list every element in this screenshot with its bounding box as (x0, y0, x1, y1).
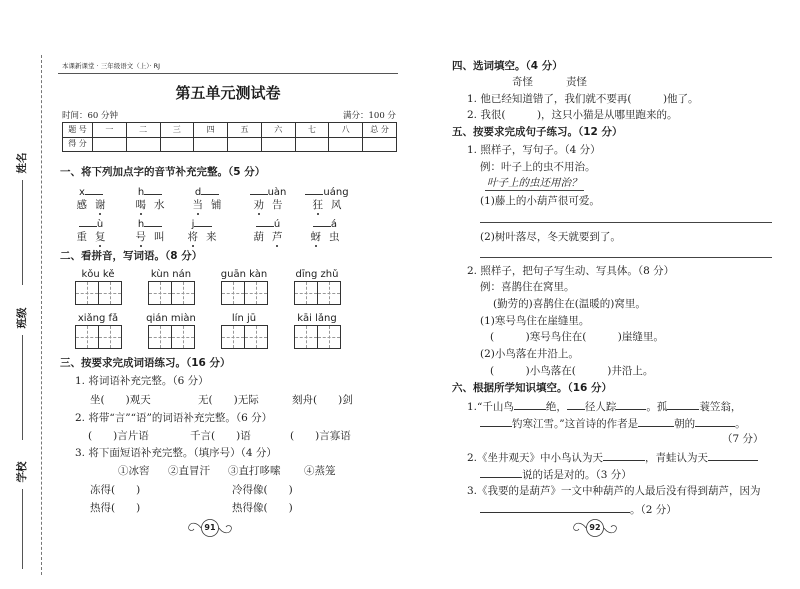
text-segment: 绝， (545, 401, 567, 413)
pinyin-blank[interactable] (85, 184, 103, 195)
q1-item (175, 216, 229, 243)
fill-blank[interactable] (480, 502, 630, 513)
q3-sub1-prompt: 1. 将词语补充完整。（6 分） (75, 375, 209, 387)
score-table-col: 总 分 (363, 123, 397, 138)
dotted-char: 将 (187, 231, 198, 243)
text-segment: 。孤 (646, 401, 668, 413)
pinyin-prefix: h (137, 187, 145, 198)
fill-blank[interactable] (695, 416, 735, 427)
q5-sub2-item: (2)小鸟落在井沿上。 (480, 348, 579, 360)
word-choice: 责怪 (566, 76, 587, 88)
fill-blank[interactable] (708, 450, 758, 461)
idiom-fill-item[interactable]: 千言( )语 (190, 430, 251, 442)
q1-pinyin (180, 184, 234, 199)
q1-pinyin (300, 184, 354, 199)
word-char: 水 (154, 199, 165, 211)
q5-sub1-prompt: 1. 照样子，写句子。（4 分） (467, 144, 601, 156)
idiom-fill-item[interactable]: 刻舟( )剑 (292, 394, 353, 406)
writing-grid[interactable] (294, 325, 341, 349)
header-rule (58, 73, 398, 74)
option-item: ②直冒汗 (168, 465, 210, 477)
q6-heading: 六、根据所学知识填空。（16 分） (452, 382, 613, 394)
q5-sub1-example: 例：叶子上的虫不用治。 (480, 161, 596, 173)
q6-item2-line1 (467, 450, 758, 464)
q2-heading: 二、看拼音，写词语。（8 分） (60, 250, 203, 262)
full-score: 满分：100 分 (343, 111, 396, 121)
score-table (62, 122, 397, 152)
score-cell[interactable] (295, 137, 329, 152)
q5-sub2-prompt: 2. 照样子，把句子写生动、写具体。（8 分） (467, 265, 675, 277)
grid-cell[interactable] (221, 325, 245, 349)
text-segment: 钓寒江雪。”这首诗的作者是 (512, 418, 639, 430)
word-char: 告 (272, 199, 283, 211)
score-table-col: 二 (126, 123, 160, 138)
grid-cell[interactable] (99, 325, 123, 349)
idiom-fill-item[interactable]: 坐( )观天 (90, 394, 151, 406)
phrase-fill-item[interactable]: 冻得( ) (90, 484, 141, 496)
score-table-col: 八 (329, 123, 363, 138)
q1-item (300, 184, 354, 211)
text-segment: 径人踪 (584, 401, 617, 413)
grid-cell[interactable] (221, 281, 245, 305)
text-segment: ，青蛙认为天 (645, 452, 709, 464)
word-char: 铺 (211, 199, 222, 211)
text-segment: 朝的 (674, 418, 696, 430)
q5-sub2-example: 例：喜鹊住在窝里。 (480, 281, 575, 293)
pinyin-blank[interactable] (144, 184, 162, 195)
q1-word (241, 199, 295, 211)
example-answer-text: 叶子上的虫还用治？ (487, 177, 582, 189)
word-char: 葫 (253, 231, 264, 243)
q6-item2-line2 (480, 467, 632, 481)
phrase-fill-item[interactable]: 冷得像( ) (232, 484, 293, 496)
q1-pinyin (175, 216, 229, 231)
dotted-char: 蚜 (310, 231, 321, 243)
q2-pinyin: kāi lǎng (297, 313, 337, 324)
writing-grid[interactable] (148, 281, 195, 305)
option-item: ④蒸笼 (304, 465, 336, 477)
q1-word (123, 231, 177, 243)
score-cell[interactable] (329, 137, 363, 152)
grid-cell[interactable] (75, 281, 99, 305)
writing-grid[interactable] (75, 325, 122, 349)
q5-sub2-fill[interactable]: ( )小鸟落在( )井沿上。 (490, 365, 654, 377)
q1-item (180, 184, 234, 211)
q1-pinyin (241, 216, 295, 231)
text-segment: 蓑笠翁， (699, 401, 742, 413)
writing-grid[interactable] (148, 325, 195, 349)
q4-sentence[interactable]: 2. 我很( )，这只小猫是从哪里跑来的。 (467, 109, 678, 121)
fill-blank[interactable] (638, 416, 674, 427)
q5-sub2-item: (1)寒号鸟住在崖缝里。 (480, 315, 590, 327)
q2-pinyin: qián miàn (146, 313, 196, 324)
score-table-col: 一 (93, 123, 127, 138)
text-segment: 。 (735, 418, 746, 430)
writing-grid[interactable] (75, 281, 122, 305)
pinyin-suffix: ú (273, 219, 281, 230)
dotted-char: 狂 (312, 199, 323, 211)
score-cell[interactable] (261, 137, 295, 152)
text-segment: 1.“千山鸟 (467, 401, 514, 413)
q5-sub1-item: (1)藤上的小葫芦很可爱。 (480, 195, 600, 207)
score-table-row-label: 得 分 (63, 137, 93, 152)
q5-sub2-example-answer: (勤劳的)喜鹊住在(温暖的)窝里。 (493, 298, 646, 310)
pinyin-blank[interactable] (194, 216, 212, 227)
phrase-fill-item[interactable]: 热得( ) (90, 502, 141, 514)
pinyin-blank[interactable] (201, 184, 219, 195)
grid-cell[interactable] (148, 281, 172, 305)
q1-pinyin (123, 184, 177, 199)
word-char: 重 (76, 231, 87, 243)
grid-cell[interactable] (172, 281, 196, 305)
pinyin-prefix: d (194, 187, 202, 198)
score-table-col: 七 (295, 123, 329, 138)
dotted-char: 喝 (135, 199, 146, 211)
pinyin-blank[interactable] (144, 216, 162, 227)
word-char: 感 (76, 199, 87, 211)
fill-blank[interactable] (480, 467, 522, 478)
dotted-char: 谢 (95, 199, 106, 211)
dotted-char: 复 (95, 231, 106, 243)
q3-sub2-prompt: 2. 将带“言”“语”的词语补充完整。（6 分） (75, 412, 273, 424)
phrase-fill-item[interactable]: 热得像( ) (232, 502, 293, 514)
name-label: 姓名 (16, 152, 28, 174)
q1-word (180, 199, 234, 211)
option-item: ①冰窖 (118, 465, 150, 477)
q1-pinyin (241, 184, 295, 199)
answer-line[interactable] (480, 257, 772, 258)
grid-cell[interactable] (99, 281, 123, 305)
score-table-score-row (63, 137, 397, 152)
q3-sub3-prompt: 3. 将下面短语补充完整。（填序号）（4 分） (75, 447, 277, 459)
q6-item1-score: （7 分） (722, 433, 764, 445)
q1-pinyin (64, 184, 118, 199)
fill-blank[interactable] (616, 399, 646, 410)
idiom-fill-item[interactable]: ( )言片语 (88, 430, 149, 442)
q1-item (241, 216, 295, 243)
pinyin-prefix: h (137, 219, 145, 230)
q1-item (241, 184, 295, 211)
q1-word (175, 231, 229, 243)
q2-pinyin: dīng zhǔ (295, 269, 339, 280)
pinyin-prefix: x (79, 187, 85, 198)
q6-item1-line1 (467, 399, 741, 413)
grid-cell[interactable] (148, 325, 172, 349)
score-table-col: 四 (194, 123, 228, 138)
pinyin-blank[interactable] (79, 216, 97, 227)
fill-blank[interactable] (603, 450, 645, 461)
score-table-col: 五 (228, 123, 262, 138)
q5-sub1-example-answer (485, 177, 584, 189)
word-char: 虫 (329, 231, 340, 243)
q5-sub2-fill[interactable]: ( )寒号鸟住在( )崖缝里。 (490, 331, 664, 343)
pinyin-prefix: j (191, 219, 195, 230)
pinyin-suffix: uàn (267, 187, 287, 198)
q2-pinyin: kǒu kě (81, 269, 115, 280)
word-choice: 奇怪 (512, 76, 533, 88)
fill-blank[interactable] (667, 399, 699, 410)
q2-pinyin: kùn nán (150, 269, 192, 280)
page-title: 第五单元测试卷 (175, 84, 281, 102)
page-number-text: 92 (589, 523, 601, 532)
q2-pinyin: xiǎng fǎ (77, 313, 119, 324)
q5-heading: 五、按要求完成句子练习。（12 分） (452, 126, 623, 138)
q4-sentence[interactable]: 1. 他已经知道错了，我们就不要再( )他了。 (467, 93, 699, 105)
answer-line[interactable] (480, 222, 772, 223)
grid-cell[interactable] (318, 325, 342, 349)
q1-item (64, 184, 118, 211)
score-cell[interactable] (194, 137, 228, 152)
school-label: 学校 (16, 461, 28, 483)
writing-grid[interactable] (221, 325, 268, 349)
q1-item (123, 184, 177, 211)
score-table-col: 三 (160, 123, 194, 138)
q2-pinyin: lín jū (231, 313, 257, 324)
q1-item (298, 216, 352, 243)
dotted-char: 劝 (253, 199, 264, 211)
binding-dashed-line (41, 55, 42, 575)
score-table-col: 六 (261, 123, 295, 138)
idiom-fill-item[interactable]: ( )言寡语 (290, 430, 351, 442)
school-write-line[interactable] (22, 489, 23, 569)
pinyin-suffix: á (330, 219, 338, 230)
q5-sub1-item: (2)树叶落尽，冬天就要到了。 (480, 231, 621, 243)
q1-pinyin (64, 216, 118, 231)
page-number-left (182, 517, 238, 539)
page-number-right (567, 517, 623, 539)
q1-heading: 一、将下列加点字的音节补充完整。（5 分） (60, 166, 266, 178)
score-cell[interactable] (228, 137, 262, 152)
q1-word (64, 199, 118, 211)
class-label: 班级 (16, 307, 28, 329)
q1-word (300, 199, 354, 211)
q6-item3-line1: 3.《我要的是葫芦》一文中种葫芦的人最后没有得到葫芦，因为 (467, 485, 761, 497)
option-item: ③直打哆嗦 (228, 465, 281, 477)
word-char: 来 (206, 231, 217, 243)
text-segment: 。（2 分） (630, 504, 677, 516)
q1-word (298, 231, 352, 243)
pinyin-blank[interactable] (250, 184, 268, 195)
writing-grid[interactable] (294, 281, 341, 305)
fill-blank[interactable] (480, 416, 512, 427)
score-table-row-label: 题 号 (63, 123, 93, 138)
fill-blank[interactable] (567, 399, 585, 410)
q1-item (123, 216, 177, 243)
idiom-fill-item[interactable]: 无( )无际 (198, 394, 259, 406)
grid-cell[interactable] (294, 281, 318, 305)
score-table-header-row (63, 123, 397, 138)
score-cell[interactable] (93, 137, 127, 152)
dotted-char: 号 (135, 231, 146, 243)
q1-item (64, 216, 118, 243)
q1-pinyin (123, 216, 177, 231)
dotted-char: 当 (192, 199, 203, 211)
q1-word (123, 199, 177, 211)
q6-item1-line2 (480, 416, 746, 430)
word-char: 叫 (154, 231, 165, 243)
grid-cell[interactable] (245, 281, 269, 305)
q6-item3-line2 (480, 502, 677, 516)
q1-pinyin (298, 216, 352, 231)
pinyin-suffix: ù (96, 219, 104, 230)
score-cell[interactable] (160, 137, 194, 152)
grid-cell[interactable] (318, 281, 342, 305)
series-title: 本课新课堂 · 三年级语文（上）· RJ (62, 62, 161, 70)
grid-cell[interactable] (294, 325, 318, 349)
text-segment: 2.《坐井观天》中小鸟认为天 (467, 452, 604, 464)
pinyin-blank[interactable] (313, 216, 331, 227)
pinyin-blank[interactable] (305, 184, 323, 195)
name-write-line[interactable] (22, 180, 23, 285)
q3-heading: 三、按要求完成词语练习。（16 分） (60, 357, 231, 369)
text-segment: 说的话是对的。（3 分） (522, 469, 632, 481)
writing-grid[interactable] (221, 281, 268, 305)
fill-blank[interactable] (514, 399, 546, 410)
q4-heading: 四、选词填空。（4 分） (452, 60, 563, 72)
exam-time: 时间：60 分钟 (62, 111, 119, 121)
score-cell[interactable] (363, 137, 397, 152)
pinyin-blank[interactable] (256, 216, 274, 227)
page-number-text: 91 (204, 523, 216, 532)
score-cell[interactable] (126, 137, 160, 152)
grid-cell[interactable] (172, 325, 196, 349)
pinyin-suffix: uáng (323, 187, 349, 198)
word-char: 风 (331, 199, 342, 211)
q1-word (64, 231, 118, 243)
grid-cell[interactable] (245, 325, 269, 349)
q1-word (241, 231, 295, 243)
grid-cell[interactable] (75, 325, 99, 349)
class-write-line[interactable] (22, 335, 23, 440)
q2-pinyin: guān kàn (220, 269, 268, 280)
dotted-char: 芦 (272, 231, 283, 243)
